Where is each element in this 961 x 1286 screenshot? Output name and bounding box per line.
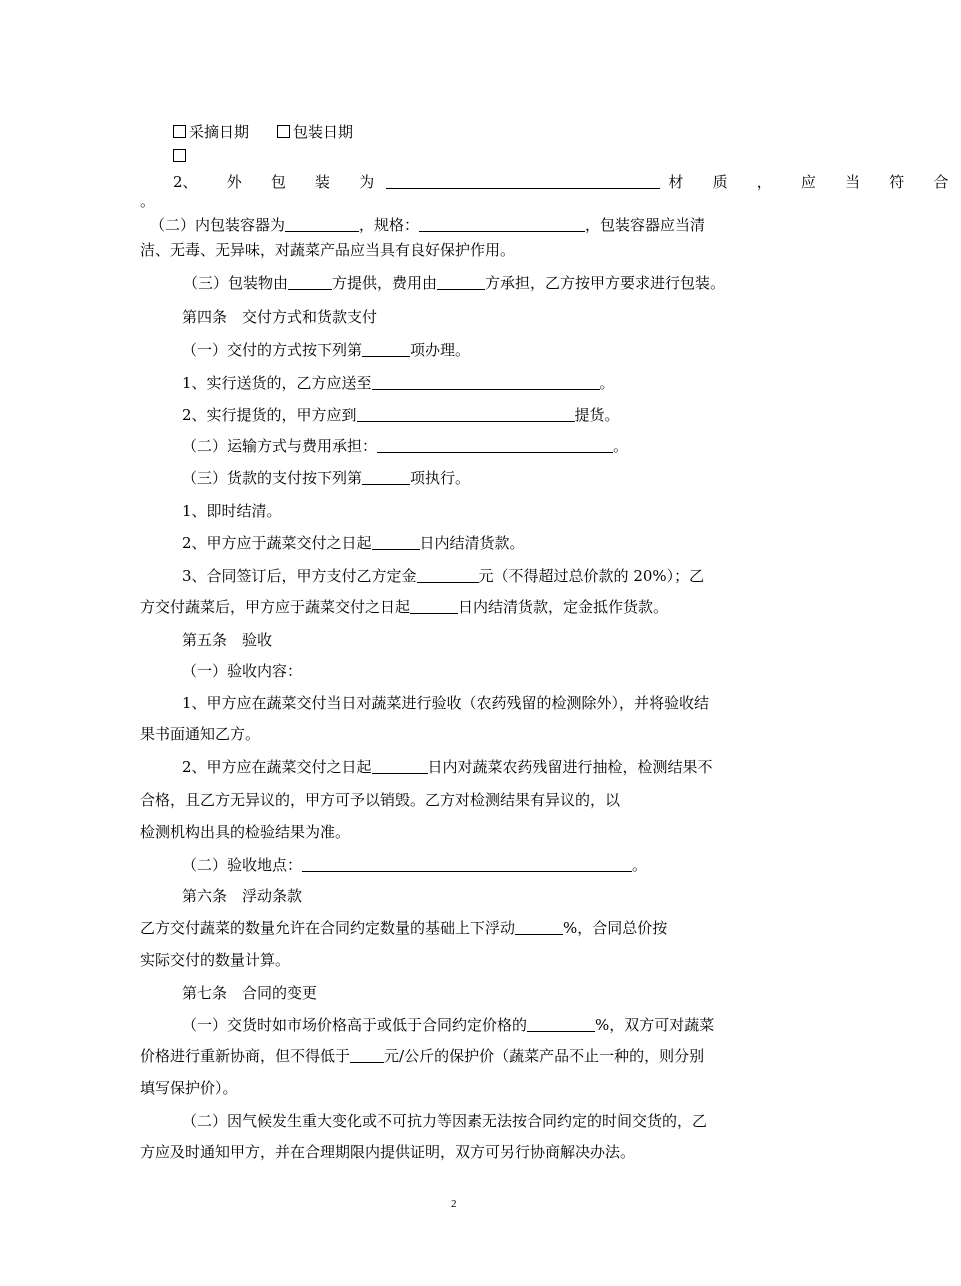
blank-field bbox=[515, 920, 563, 935]
inner-container-line: （二）内包装容器为 ，规格： ，包装容器应当清 bbox=[150, 216, 706, 234]
article-heading: 第七条 合同的变更 bbox=[182, 984, 318, 1002]
blank-field bbox=[350, 1048, 384, 1063]
blank-field bbox=[357, 407, 575, 422]
article-heading: 第六条 浮动条款 bbox=[182, 887, 303, 905]
checkbox-options-line bbox=[173, 122, 353, 142]
blank-field bbox=[386, 174, 660, 189]
blank-field bbox=[362, 470, 410, 485]
document-page: 采摘日期 包装日期 2、 外 包 装 为 材 质 ， 应 当 符 合 。 （二）内包装容器为 ，规格： ，包装容器应当清 洁、无毒、无异味，对蔬菜产品应当具有良好保护作用。 （三）包装物由 方提供，费用由 方承担，乙方按甲方要求进行包装。 第四条 交付方式和货款支付 （一）交付的方式按下列第 项办理。 1、实行送货的，乙方应送至 。 2、实行提货的，甲方应到 提货。 （二）运输方式与费用承担： 。 （三）货款的支付按下列第 项执行。 1、即时结清。 2、甲方应于蔬菜交付之日起 日内结清货款。 3、合同签订后，甲方支付乙方定金 元（不得超过总价款的 20%）；乙 方交付蔬菜后，甲方应于蔬菜交付之日起 日内结清货款，定金抵作货款。 第五条 验收 （一）验收内容： 1、甲方应在蔬菜交付当日对蔬菜进行验收（农药残留的检测除外），并将验收结 果书面通知乙方。 2、甲方应在蔬菜交付之日起 日内对蔬菜农药残留进行抽检，检测结果不 合格，且乙方无异议的，甲方可予以销毁。乙方对检测结果有异议的，以 检测机构出具的检验结果为准。 （二）验收地点： 。 第六条 浮动条款 乙方交付蔬菜的数量允许在合同约定数量的基础上下浮动 %，合同总价按 实际交付的数量计算。 第七条 合同的变更 （一）交货时如市场价格高于或低于合同约定价格的 %，双方可对蔬菜 价格进行重新协商，但不得低于 元/公斤的保护价（蔬菜产品不止一种的，则分别 填写保护价）。 （二）因气候发生重大变化或不可抗力等因素无法按合同约定的时间交货的，乙 方应及时通知甲方，并在合理期限内提供证明，双方可另行协商解决办法。 2 bbox=[0, 0, 909, 1286]
blank-field bbox=[377, 438, 613, 453]
blank-field bbox=[285, 217, 359, 232]
article-heading: 第五条 验收 bbox=[182, 631, 273, 649]
option-picking-date: 采摘日期 bbox=[189, 123, 250, 141]
page-number: 2 bbox=[451, 1198, 457, 1210]
blank-field bbox=[419, 217, 585, 232]
blank-field bbox=[288, 275, 332, 290]
checkbox-icon bbox=[173, 125, 186, 138]
checkbox-icon bbox=[173, 149, 186, 162]
outer-packing-line: 2、 外 包 装 为 材 质 ， 应 当 符 合 bbox=[173, 173, 961, 191]
blank-field bbox=[417, 568, 479, 583]
blank-field bbox=[302, 857, 632, 872]
blank-field bbox=[362, 342, 410, 357]
blank-field bbox=[372, 375, 600, 390]
blank-field bbox=[410, 599, 458, 614]
blank-field bbox=[437, 275, 485, 290]
article-heading: 第四条 交付方式和货款支付 bbox=[182, 308, 378, 326]
blank-field bbox=[372, 759, 428, 774]
blank-field bbox=[527, 1017, 595, 1032]
checkbox-extra-line bbox=[173, 146, 189, 166]
checkbox-icon bbox=[277, 125, 290, 138]
option-packing-date: 包装日期 bbox=[293, 123, 354, 141]
blank-field bbox=[372, 535, 420, 550]
